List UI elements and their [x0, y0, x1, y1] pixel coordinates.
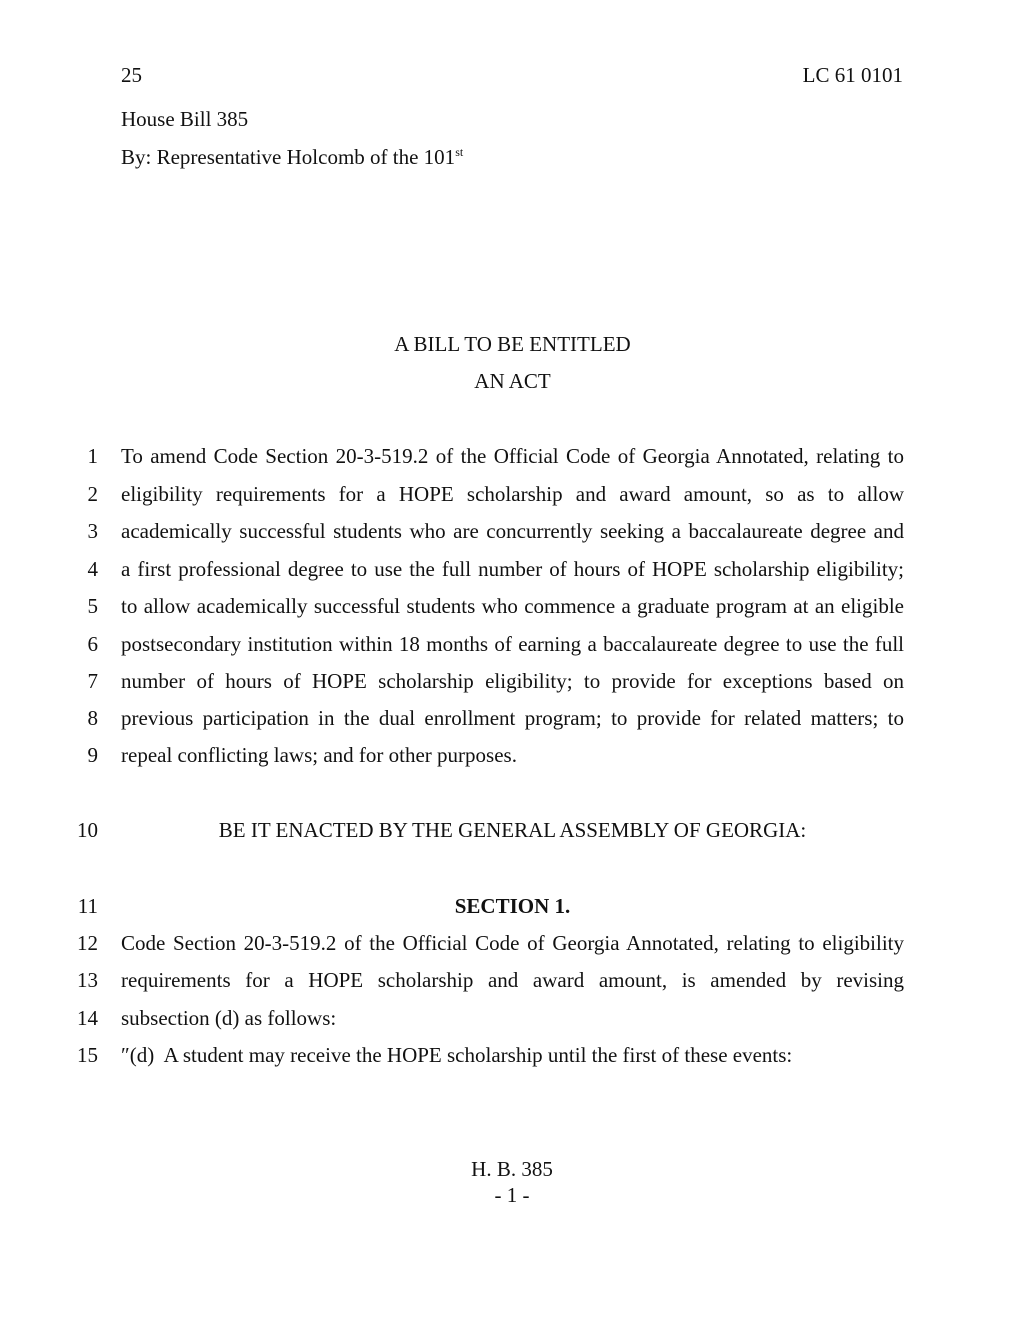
- line-number: 2: [87, 482, 98, 506]
- footer-bill-id: H. B. 385: [471, 1157, 553, 1181]
- line-number: 12: [77, 931, 98, 955]
- line-text: a first professional degree to use the full number of hours of HOPE scholarship eligibility;: [121, 557, 904, 581]
- bill-entitled-heading: A BILL TO BE ENTITLED: [394, 332, 631, 356]
- line-text: requirements for a HOPE scholarship and award amount, is amended by revising: [121, 968, 904, 992]
- line-number: 6: [87, 632, 98, 656]
- an-act-heading: AN ACT: [474, 369, 551, 393]
- line-text: to allow academically successful students who commence a graduate program at an eligible: [121, 594, 904, 618]
- line-number: 1: [87, 444, 98, 468]
- line-text: eligibility requirements for a HOPE scholarship and award amount, so as to allow: [121, 482, 904, 506]
- line-number: 8: [87, 706, 98, 730]
- line-text: subsection (d) as follows:: [121, 1006, 337, 1030]
- footer-page-number: - 1 -: [494, 1183, 530, 1207]
- line-number: 13: [77, 968, 98, 992]
- line-text: repeal conflicting laws; and for other purposes.: [121, 743, 517, 767]
- session-number: 25: [121, 63, 142, 87]
- line-text: academically successful students who are concurrently seeking a baccalaureate degree and: [121, 519, 904, 543]
- section-title: SECTION 1.: [454, 894, 571, 918]
- line-number: 5: [87, 594, 98, 618]
- line-number: 11: [77, 894, 98, 918]
- line-number: 4: [87, 557, 98, 581]
- line-text: postsecondary institution within 18 months of earning a baccalaureate degree to use the full: [121, 632, 904, 656]
- line-number: 10: [77, 818, 98, 842]
- line-number: 9: [87, 743, 98, 767]
- line-text: Code Section 20-3-519.2 of the Official Code of Georgia Annotated, relating to eligibility: [121, 931, 904, 955]
- line-text: ″(d) A student may receive the HOPE scholarship until the first of these events:: [121, 1043, 793, 1067]
- line-number: 14: [77, 1006, 98, 1030]
- line-number: 15: [77, 1043, 98, 1067]
- line-number: 3: [87, 519, 98, 543]
- enacting-text: BE IT ENACTED BY THE GENERAL ASSEMBLY OF GEORGIA:: [218, 818, 807, 842]
- bill-title: House Bill 385: [121, 107, 249, 131]
- line-text: previous participation in the dual enrollment program; to provide for related matters; to: [121, 706, 904, 730]
- lc-code: LC 61 0101: [802, 63, 903, 87]
- sponsor-ordinal-suffix: st: [455, 145, 464, 159]
- line-number: 7: [87, 669, 98, 693]
- sponsor-text: By: Representative Holcomb of the 101: [121, 145, 456, 169]
- line-text: To amend Code Section 20-3-519.2 of the Official Code of Georgia Annotated, relating to: [121, 444, 904, 468]
- sponsor-line: [121, 147, 463, 168]
- line-text: number of hours of HOPE scholarship eligibility; to provide for exceptions based on: [121, 669, 904, 693]
